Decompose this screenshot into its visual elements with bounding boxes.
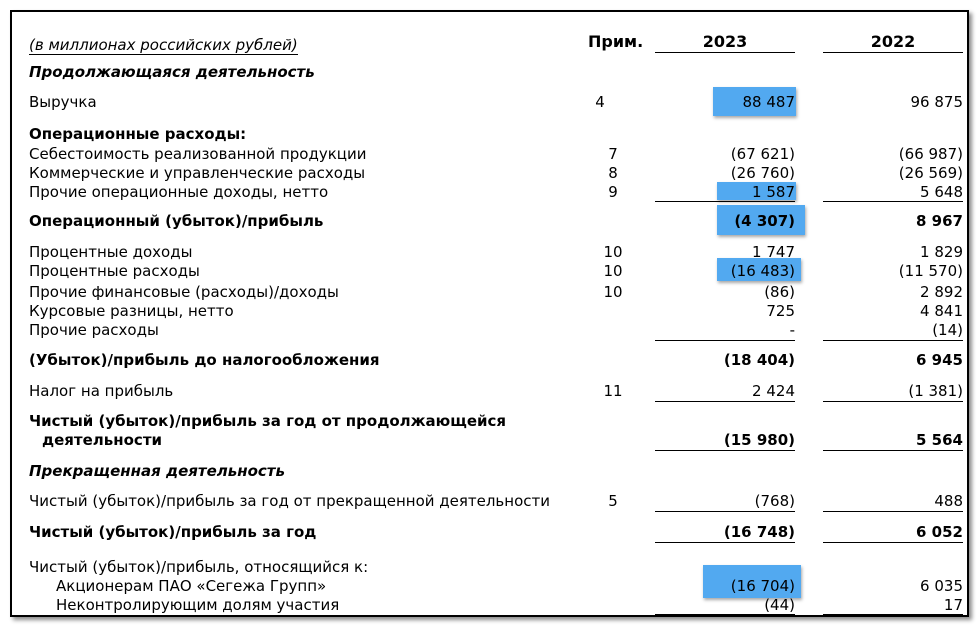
cogs-label: Себестоимость реализованной продукции: [29, 145, 367, 163]
year-2023-header: 2023: [702, 32, 748, 51]
interest-expense-note: 10: [603, 262, 623, 280]
subtotal-rule-2023-b: [655, 340, 795, 341]
other-finance-label: Прочие финансовые (расходы)/доходы: [29, 283, 339, 301]
interest-income-2022: 1 829: [920, 243, 963, 261]
total-rule-2022-a: [823, 450, 963, 451]
income-tax-note: 11: [603, 382, 623, 400]
interest-income-note: 10: [603, 243, 623, 261]
header-rule-2023: [655, 52, 795, 53]
total-rule-2022-c: [823, 614, 963, 615]
net-continuing-2023: (15 980): [723, 431, 795, 449]
other-expenses-2023: -: [789, 321, 795, 339]
pretax-2022: 6 945: [916, 351, 963, 369]
sga-2022: (26 569): [898, 164, 963, 182]
other-expenses-2022: (14): [932, 321, 963, 339]
operating-result-2022: 8 967: [916, 212, 963, 230]
interest-expense-label: Процентные расходы: [29, 262, 200, 280]
interest-expense-2023: (16 483): [730, 262, 795, 280]
attributable-header: Чистый (убыток)/прибыль, относящийся к:: [29, 558, 369, 576]
operating-result-label: Операционный (убыток)/прибыль: [29, 212, 324, 230]
interest-expense-2022: (11 570): [898, 262, 963, 280]
net-year-2023: (16 748): [723, 523, 795, 541]
interest-income-2023: 1 747: [752, 243, 795, 261]
net-continuing-label-line2: деятельности: [42, 431, 163, 449]
other-finance-2022: 2 892: [920, 283, 963, 301]
total-rule-2022-b: [823, 542, 963, 543]
pretax-label: (Убыток)/прибыль до налогообложения: [29, 351, 380, 369]
shareholders-2023: (16 704): [730, 577, 795, 595]
fx-2023: 725: [766, 302, 795, 320]
note-column-header: Прим.: [588, 32, 644, 51]
revenue-note: 4: [595, 93, 605, 111]
revenue-2022: 96 875: [910, 93, 963, 111]
net-continuing-label: Чистый (убыток)/прибыль за год от продолжающейся: [29, 412, 507, 430]
net-year-label: Чистый (убыток)/прибыль за год: [29, 523, 317, 541]
other-expenses-label: Прочие расходы: [29, 321, 159, 339]
revenue-label: Выручка: [29, 93, 97, 111]
interest-income-label: Процентные доходы: [29, 243, 193, 261]
sga-2023: (26 760): [730, 164, 795, 182]
net-discontinued-note: 5: [608, 492, 618, 510]
other-op-income-2022: 5 648: [920, 183, 963, 201]
header-rule-2022: [823, 52, 963, 53]
operating-result-2023: (4 307): [734, 212, 795, 230]
net-discontinued-label: Чистый (убыток)/прибыль за год от прекращенной деятельности: [29, 492, 550, 510]
total-rule-2023-a: [655, 450, 795, 451]
income-tax-label: Налог на прибыль: [29, 382, 174, 400]
section-discontinued-title: Прекращенная деятельность: [29, 462, 285, 480]
other-finance-2023: (86): [764, 283, 795, 301]
subtotal-rule-2023-c: [655, 401, 795, 402]
net-continuing-2022: 5 564: [916, 431, 963, 449]
other-finance-note: 10: [603, 283, 623, 301]
sga-label: Коммерческие и управленческие расходы: [29, 164, 366, 182]
units-label: (в миллионах российских рублей): [29, 36, 298, 54]
net-discontinued-2023: (768): [754, 492, 795, 510]
net-year-2022: 6 052: [916, 523, 963, 541]
cogs-2022: (66 987): [898, 145, 963, 163]
income-tax-2022: (1 381): [908, 382, 963, 400]
subtotal-rule-2022-d: [823, 511, 963, 512]
subtotal-rule-2023-a: [655, 201, 795, 202]
subtotal-rule-2023-d: [655, 511, 795, 512]
opex-header: Операционные расходы:: [29, 125, 247, 143]
revenue-2023: 88 487: [742, 93, 795, 111]
total-rule-2023-c: [655, 614, 795, 615]
nci-label: Неконтролирующим долям участия: [56, 596, 340, 614]
net-discontinued-2022: 488: [934, 492, 963, 510]
shareholders-label: Акционерам ПАО «Сегежа Групп»: [56, 577, 327, 595]
pretax-2023: (18 404): [723, 351, 795, 369]
subtotal-rule-2022-b: [823, 340, 963, 341]
subtotal-rule-2022-c: [823, 401, 963, 402]
section-continuing-title: Продолжающаяся деятельность: [29, 63, 315, 81]
nci-2022: 17: [943, 596, 963, 614]
cogs-note: 7: [608, 145, 618, 163]
other-op-income-label: Прочие операционные доходы, нетто: [29, 183, 329, 201]
subtotal-rule-2022-a: [823, 201, 963, 202]
sga-note: 8: [608, 164, 618, 182]
cogs-2023: (67 621): [730, 145, 795, 163]
year-2022-header: 2022: [870, 32, 916, 51]
shareholders-2022: 6 035: [920, 577, 963, 595]
income-tax-2023: 2 424: [752, 382, 795, 400]
total-rule-2023-b: [655, 542, 795, 543]
other-op-income-2023: 1 587: [752, 183, 795, 201]
other-op-income-note: 9: [608, 183, 618, 201]
fx-label: Курсовые разницы, нетто: [29, 302, 234, 320]
nci-2023: (44): [764, 596, 795, 614]
fx-2022: 4 841: [920, 302, 963, 320]
